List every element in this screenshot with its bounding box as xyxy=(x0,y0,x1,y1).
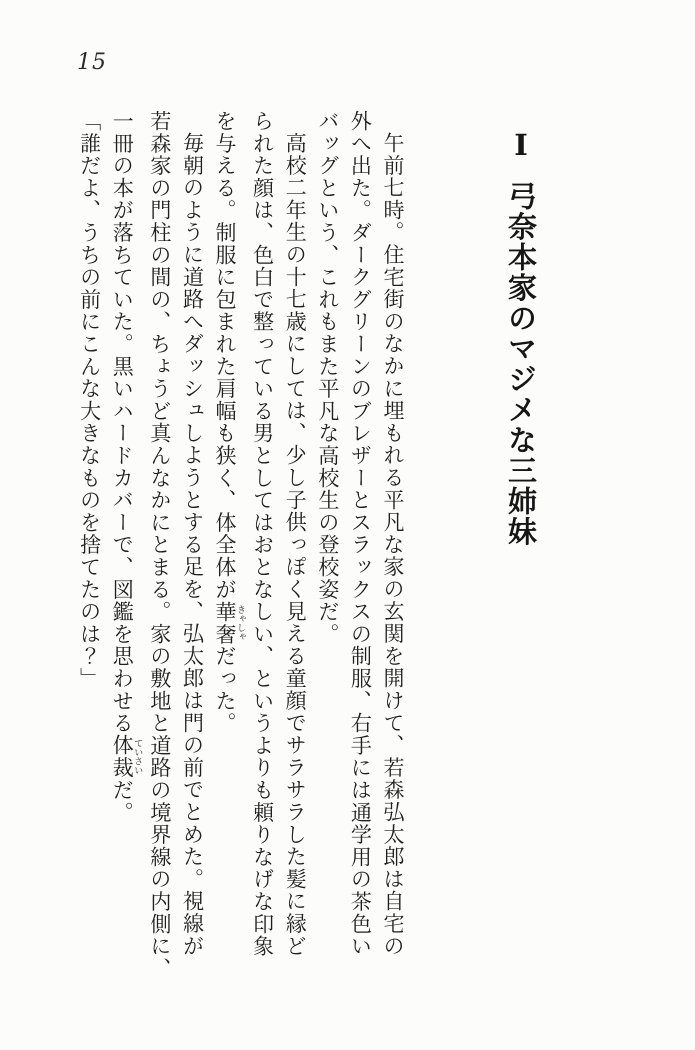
body-text xyxy=(78,110,409,1030)
text-line: 高校二年生の十七歳にしては、少し子供っぽく見える童顔でサラサラした髪に縁ど xyxy=(283,132,308,958)
text-line: 外へ出た。ダークグリーンのブレザーとスラックスの制服、右手には通学用の茶色い xyxy=(348,110,373,958)
text-line: バッグという、これもまた平凡な高校生の登校姿だ。 xyxy=(315,110,340,646)
ruby-annotated-word: 華奢 きゃしゃ xyxy=(213,600,247,646)
text-line: 若森家の門柱の間の、ちょうど真んなかにとまる。家の敷地と道路の境界線の内側に、 xyxy=(147,110,172,980)
text-line: 一冊の本が落ちていた。黒いハードカバーで、図鑑を思わせる体裁 ていさいだ。 xyxy=(110,110,144,824)
text-line: を与える。制服に包まれた肩幅も狭く、体全体が華奢 きゃしゃだった。 xyxy=(213,110,247,735)
page-number: 15 xyxy=(77,50,107,75)
text-line: 毎朝のように道路へダッシュしようとする足を、弘太郎は門の前でとめた。視線が xyxy=(180,132,205,958)
text-line: 「誰だよ、うちの前にこんな大きなものを捨てたのは？」 xyxy=(77,110,102,690)
ruby-annotated-word: 体裁 ていさい xyxy=(110,734,144,780)
chapter-heading xyxy=(500,128,540,1028)
text-line: 午前七時。住宅街のなかに埋もれる平凡な家の玄関を開けて、若森弘太郎は自宅の xyxy=(381,132,405,958)
chapter-title: 弓奈本家のマジメな三姉妹 xyxy=(504,180,536,547)
chapter-number: Ⅰ xyxy=(504,128,536,164)
text-line: られた顔は、色白で整っている男としてはおとなしい、というよりも頼りなげな印象 xyxy=(250,110,275,958)
